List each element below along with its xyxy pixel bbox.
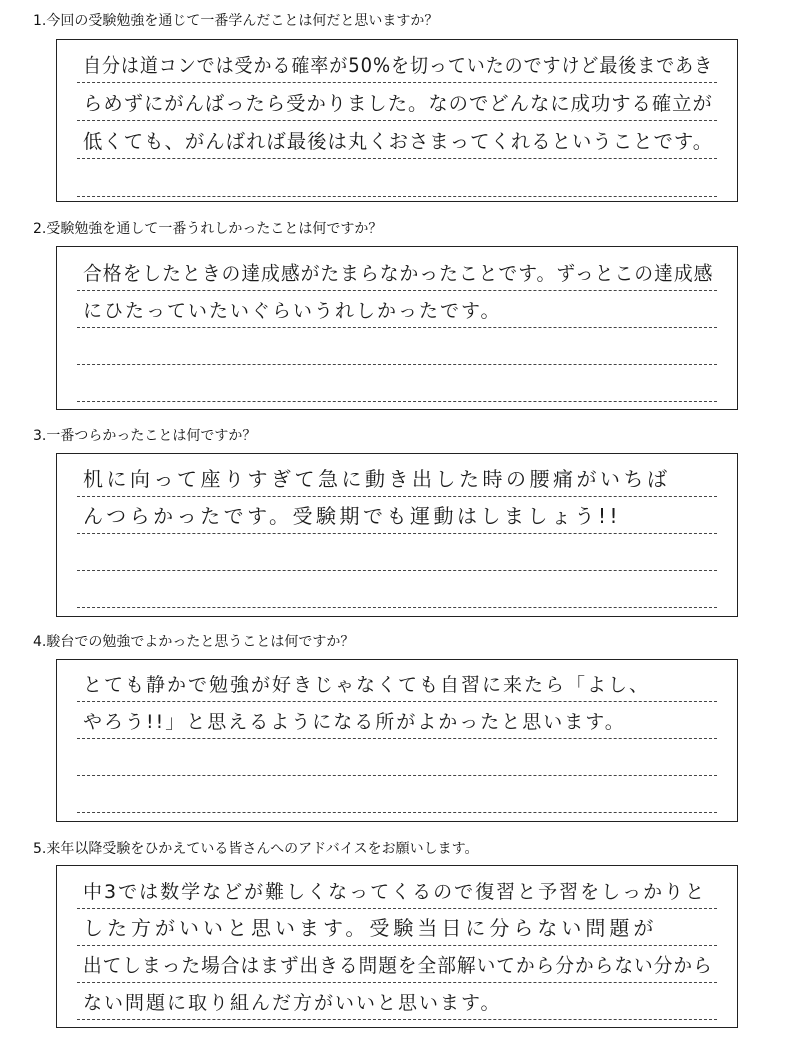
answer-text: とても静かで勉強が好きじゃなくても自習に来たら「よし、 (83, 674, 651, 696)
answer-text: 低くても、がんばれば最後は丸くおさまってくれるということです。 (83, 130, 714, 153)
answer-line (77, 254, 717, 291)
answer-line (77, 460, 717, 497)
answer-text: らめずにがんばったら受かりました。なのでどんなに成功する確立が (83, 92, 713, 115)
answer-line (77, 702, 717, 739)
question-1-label: 1.今回の受験勉強を通じて一番学んだことは何だと思いますか？ (33, 13, 439, 29)
answer-line (77, 739, 717, 776)
answer-line (77, 909, 717, 946)
answer-line (77, 328, 717, 365)
answer-line (77, 946, 717, 983)
answer-text: 合格をしたときの達成感がたまらなかったことです。ずっとこの達成感 (83, 262, 714, 285)
answer-line (77, 872, 717, 909)
answer-line (77, 497, 717, 534)
answer-text: んつらかったです。受験期でも運動はしましょう!! (83, 504, 622, 528)
answer-line (77, 571, 717, 608)
answer-text: 出てしまった場合はまず出きる問題を全部解いてから分からない分から (83, 954, 713, 977)
answer-box-2 (56, 246, 738, 410)
answer-line (77, 84, 717, 121)
answer-line (77, 291, 717, 328)
answer-line (77, 122, 717, 159)
question-2-label: 2.受験勉強を通して一番うれしかったことは何ですか？ (33, 221, 383, 237)
answer-line (77, 776, 717, 813)
answer-text: にひたっていたいぐらいうれしかったです。 (83, 300, 502, 322)
answer-box-3 (56, 453, 738, 617)
answer-text: 机に向って座りすぎて急に動き出した時の腰痛がいちば (83, 467, 671, 491)
answer-box-5 (56, 865, 738, 1028)
question-5-label: 5.来年以降受験をひかえている皆さんへのアドバイスをお願いします。 (33, 841, 479, 857)
answer-line (77, 665, 717, 702)
question-3-label: 3.一番つらかったことは何ですか？ (33, 428, 257, 444)
answer-text: やろう!!」と思えるようになる所がよかったと思います。 (83, 711, 626, 733)
answer-line (77, 534, 717, 571)
question-4-label: 4.駿台での勉強でよかったと思うことは何ですか？ (33, 634, 355, 650)
answer-box-1 (56, 39, 738, 202)
answer-line (77, 46, 717, 83)
answer-line (77, 365, 717, 402)
answer-text: した方がいいと思います。受験当日に分らない問題が (83, 916, 658, 940)
answer-line (77, 160, 717, 197)
answer-box-4 (56, 659, 738, 822)
answer-text: 自分は道コンでは受かる確率が50%を切っていたのですけど最後まであき (83, 54, 714, 77)
answer-text: ない問題に取り組んだ方がいいと思います。 (83, 992, 502, 1014)
answer-text: 中3では数学などが難しくなってくるので復習と予習をしっかりと (83, 881, 707, 903)
answer-line (77, 983, 717, 1020)
